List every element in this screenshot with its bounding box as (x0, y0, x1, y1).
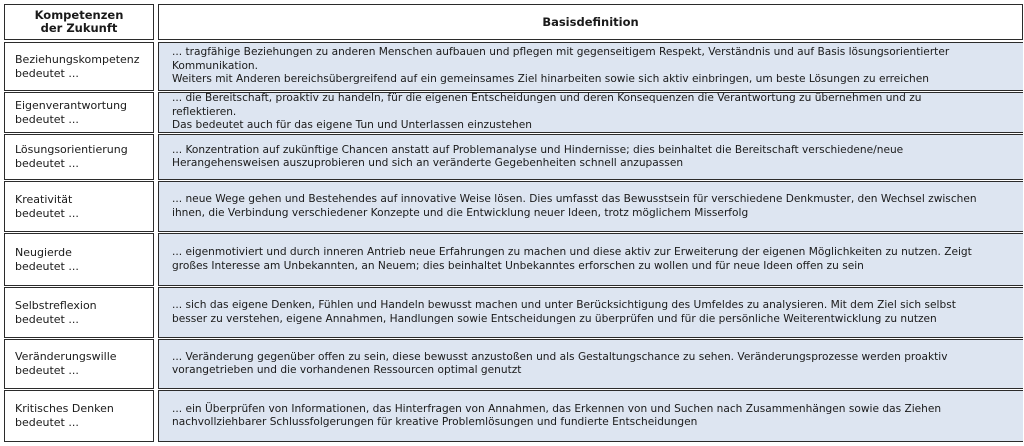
table-row (4, 287, 1023, 338)
competency-cell (4, 42, 154, 91)
definition-line: Kommunikation. (172, 59, 259, 72)
competency-suffix: bedeutet ... (15, 112, 79, 126)
competency-cell (4, 390, 154, 442)
competency-suffix: bedeutet ... (15, 157, 79, 170)
definition-line: ... Veränderung gegenüber offen zu sein, diese bewusst anzustoßen und als Gestaltungschance zu sehen. Veränderungsprozesse werden proaktiv (172, 350, 948, 363)
definition-line: besser zu verstehen, eigene Annahmen, Handlungen sowie Entscheidungen zu überprüfen und für die persönliche Weiterentwicklung zu nutzen (172, 312, 937, 325)
table-row (4, 233, 1023, 286)
definition-line: ... Konzentration auf zukünftige Chancen anstatt auf Problemanalyse und Hindernisse; dies beinhaltet die Bereitschaft verschiedene/neue (172, 143, 904, 156)
competency-term: Selbstreflexion (15, 298, 97, 312)
table-row (4, 134, 1023, 180)
definition-line: ... neue Wege gehen und Bestehendes auf innovative Weise lösen. Dies umfasst das Bewusstsein für verschiedene Denkmuster, den Wechsel zwischen (172, 193, 977, 205)
definition-cell (158, 390, 1023, 442)
competency-suffix: bedeutet ... (15, 66, 79, 80)
definition-cell (158, 181, 1023, 232)
definition-cell (158, 134, 1023, 180)
competency-term: Veränderungswille (15, 350, 117, 363)
definition-line: ... eigenmotiviert und durch inneren Antrieb neue Erfahrungen zu machen und diese aktiv zur Erweiterung der eigenen Möglichkeiten zu nutzen. Zeigt (172, 246, 972, 258)
competencies-table (4, 4, 1023, 442)
competency-term: Lösungsorientierung (15, 143, 128, 156)
definition-line: nachvollziehbarer Schlussfolgerungen für kreative Problemlösungen und fundierte Entscheidungen (172, 416, 698, 428)
table-row (4, 339, 1023, 389)
definition-line: ... ein Überprüfen von Informationen, das Hinterfragen von Annahmen, das Erkennen von und Suchen nach Zusammenhängen sowie das Ziehen (172, 402, 942, 415)
definition-line: Herangehensweisen auszuprobieren und sich an veränderte Gegebenheiten schnell anzupassen (172, 157, 684, 169)
competency-suffix: bedeutet ... (15, 206, 79, 220)
competency-cell (4, 181, 154, 232)
header-competencies-line1: Kompetenzen (34, 8, 124, 22)
definition-line: Das bedeutet auch für das eigene Tun und Unterlassen einzustehen (172, 119, 532, 132)
competency-cell (4, 233, 154, 286)
definition-line: ihnen, die Verbindung verschiedener Konzepte und die Entwicklung neuer Ideen, trotz möglichem Misserfolg (172, 206, 749, 219)
table-header (4, 4, 1023, 41)
definition-line: großes Interesse am Unbekannten, an Neuem; dies beinhaltet Unbekanntes erforschen zu wollen und für neue Ideen offen zu sein (172, 259, 864, 272)
definition-line: reflektieren. (172, 105, 237, 118)
competency-cell (4, 339, 154, 389)
competency-suffix: bedeutet ... (15, 312, 79, 326)
definition-cell (158, 92, 1023, 133)
competency-term: Kritisches Denken (15, 402, 114, 415)
competency-term: Kreativität (15, 192, 73, 206)
definition-line: ... sich das eigene Denken, Fühlen und Handeln bewusst machen und unter Berücksichtigung des Umfeldes zu analysieren. Mit dem Ziel sich selbst (172, 299, 956, 311)
header-competencies-line2: der Zukunft (40, 21, 118, 35)
table-row (4, 390, 1023, 442)
definition-line: Weiters mit Anderen bereichsübergreifend auf ein gemeinsames Ziel hinarbeiten sowie sich aktiv einbringen, um beste Lösungen zu erreichen (172, 73, 929, 86)
table-row (4, 181, 1023, 232)
header-competencies (4, 4, 154, 40)
definition-cell (158, 339, 1023, 389)
table-row (4, 92, 1023, 133)
competency-suffix: bedeutet ... (15, 364, 79, 377)
table-row (4, 42, 1023, 91)
competency-cell (4, 92, 154, 133)
definition-line: vorangetrieben und die vorhandenen Ressourcen optimal genutzt (172, 364, 522, 376)
competency-cell (4, 287, 154, 338)
competency-term: Eigenverantwortung (15, 98, 128, 112)
definition-line: ... die Bereitschaft, proaktiv zu handeln, für die eigenen Entscheidungen und deren Konsequenzen die Verantwortung zu übernehmen und zu (172, 92, 922, 105)
competency-cell (4, 134, 154, 180)
competency-term: Neugierde (15, 245, 72, 259)
header-definition: Basisdefinition (158, 4, 1023, 40)
competency-term: Beziehungskompetenz (15, 52, 140, 66)
definition-cell (158, 233, 1023, 286)
competency-suffix: bedeutet ... (15, 259, 79, 273)
definition-line: ... tragfähige Beziehungen zu anderen Menschen aufbauen und pflegen mit gegenseitigem Respekt, Verständnis und auf Basis lösungsorientierter (172, 46, 950, 59)
definition-cell (158, 287, 1023, 338)
competency-suffix: bedeutet ... (15, 416, 79, 429)
definition-cell (158, 42, 1023, 91)
